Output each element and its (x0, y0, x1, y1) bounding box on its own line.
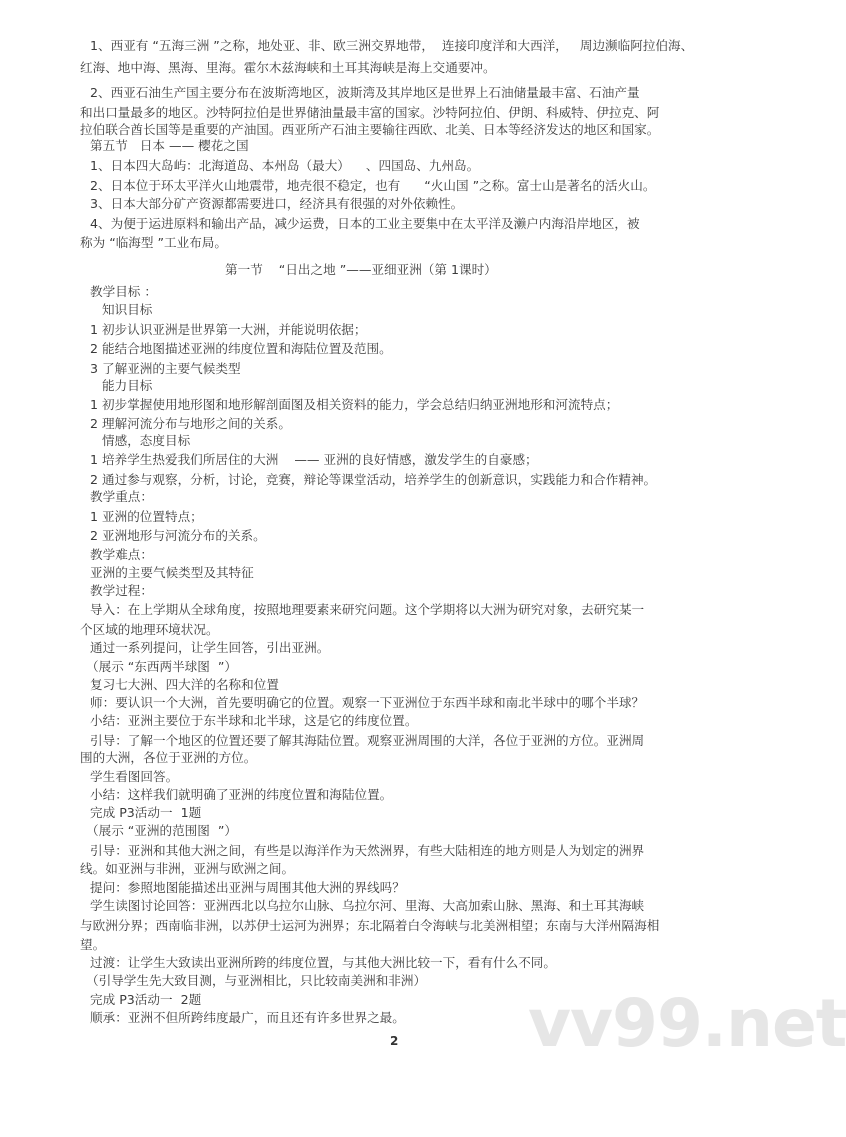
text-line: 2 亚洲地形与河流分布的关系。 (90, 528, 266, 543)
text-line: 完成 P3活动一 2题 (90, 992, 202, 1007)
text-line: 望。 (80, 937, 106, 952)
text-line: 拉伯联合酋长国等是重要的产油国。西亚所产石油主要输往西欧、北美、日本等经济发达的地区和国家。 (80, 122, 660, 137)
text-line: 1、西亚有 “五海三洲 ”之称，地处亚、非、欧三洲交界地带， 连接印度洋和大西洋， 周边濒临阿拉伯海、 (90, 38, 694, 53)
text-line: 小结：亚洲主要位于东半球和北半球，这是它的纬度位置。 (90, 713, 418, 728)
text-line: 学生看图回答。 (90, 769, 179, 784)
text-line: 1 亚洲的位置特点； (90, 509, 203, 524)
text-line: 过渡：让学生大致读出亚洲所跨的纬度位置，与其他大洲比较一下，看有什么不同。 (90, 955, 556, 970)
text-line: 情感，态度目标 (102, 433, 191, 448)
text-line: 教学重点： (90, 489, 153, 504)
text-line: 4、为便于运进原料和输出产品，减少运费，日本的工业主要集中在太平洋及濑户内海沿岸地区，被 (90, 216, 640, 231)
text-line: 师：要认识一个大洲，首先要明确它的位置。观察一下亚洲位于东西半球和南北半球中的哪个半球？ (90, 695, 645, 710)
text-line: 1 培养学生热爱我们所居住的大洲 —— 亚洲的良好情感，激发学生的自豪感； (90, 452, 538, 467)
section-heading: 第五节 日本 —— 樱花之国 (90, 138, 249, 153)
text-line: 通过一系列提问，让学生回答，引出亚洲。 (90, 640, 330, 655)
text-line: 复习七大洲、四大洋的名称和位置 (90, 677, 279, 692)
text-line: 1 初步掌握使用地形图和地形解剖面图及相关资料的能力，学会总结归纳亚洲地形和河流特点； (90, 397, 619, 412)
text-line: （展示 “亚洲的范围图 ”） (86, 823, 237, 838)
text-line: 教学目标 ： (90, 284, 157, 299)
text-line: 知识目标 (102, 302, 153, 317)
watermark: vv99.net (528, 985, 846, 1062)
text-line: 3、日本大部分矿产资源都需要进口，经济具有很强的对外依赖性。 (90, 196, 464, 211)
text-line: 教学过程： (90, 583, 153, 598)
text-line: 围的大洲，各位于亚洲的方位。 (80, 750, 257, 765)
text-line: 2 理解河流分布与地形之间的关系。 (90, 416, 291, 431)
page-number: 2 (390, 1034, 399, 1048)
text-line: 小结：这样我们就明确了亚洲的纬度位置和海陆位置。 (90, 787, 393, 802)
text-line: （引导学生先大致目测，与亚洲相比，只比较南美洲和非洲） (86, 973, 427, 988)
text-line: 1、日本四大岛屿：北海道岛、本州岛（最大） 、四国岛、九州岛。 (90, 158, 480, 173)
text-line: 和出口量最多的地区。沙特阿拉伯是世界储油量最丰富的国家。沙特阿拉伯、伊朗、科威特、伊拉克、阿 (80, 105, 660, 120)
text-line: 2、日本位于环太平洋火山地震带，地壳很不稳定，也有 “火山国 ”之称。富士山是著名的活火山。 (90, 178, 656, 193)
text-line: 2、西亚石油生产国主要分布在波斯湾地区，波斯湾及其岸地区是世界上石油储量最丰富、石油产量 (90, 85, 640, 100)
text-line: 3 了解亚洲的主要气候类型 (90, 361, 241, 376)
text-line: 导入：在上学期从全球角度，按照地理要素来研究问题。这个学期将以大洲为研究对象，去研究某一 (90, 602, 645, 617)
text-line: 2 能结合地图描述亚洲的纬度位置和海陆位置及范围。 (90, 341, 392, 356)
text-line: （展示 “东西两半球图 ”） (86, 659, 237, 674)
text-line: 个区域的地理环境状况。 (80, 622, 219, 637)
text-line: 1 初步认识亚洲是世界第一大洲，并能说明依据； (90, 322, 367, 337)
text-line: 引导：了解一个地区的位置还要了解其海陆位置。观察亚洲周围的大洋，各位于亚洲的方位。亚洲周 (90, 733, 645, 748)
text-line: 引导：亚洲和其他大洲之间，有些是以海洋作为天然洲界，有些大陆相连的地方则是人为划定的洲界 (90, 843, 645, 858)
text-line: 完成 P3活动一 1题 (90, 805, 202, 820)
text-line: 学生读图讨论回答：亚洲西北以乌拉尔山脉、乌拉尔河、里海、大高加索山脉、黑海、和土耳其海峡 (90, 898, 645, 913)
text-line: 称为 “临海型 ”工业布局。 (80, 235, 227, 250)
text-line: 能力目标 (102, 378, 153, 393)
text-line: 顺承：亚洲不但所跨纬度最广，而且还有许多世界之最。 (90, 1010, 405, 1025)
text-line: 2 通过参与观察，分析，讨论，竞赛，辩论等课堂活动，培养学生的创新意识，实践能力和合作精神。 (90, 472, 657, 487)
text-line: 红海、地中海、黑海、里海。霍尔木兹海峡和土耳其海峡是海上交通要冲。 (80, 60, 496, 75)
text-line: 亚洲的主要气候类型及其特征 (90, 565, 254, 580)
section-title: 第一节 “日出之地 ”——亚细亚洲（第 1课时） (225, 262, 497, 277)
text-line: 与欧洲分界；西南临非洲，以苏伊士运河为洲界；东北隔着白令海峡与北美洲相望；东南与大洋州隔海相 (80, 918, 660, 933)
text-line: 提问：参照地图能描述出亚洲与周围其他大洲的界线吗？ (90, 880, 405, 895)
text-line: 线。如亚洲与非洲，亚洲与欧洲之间。 (80, 861, 295, 876)
text-line: 教学难点： (90, 547, 153, 562)
